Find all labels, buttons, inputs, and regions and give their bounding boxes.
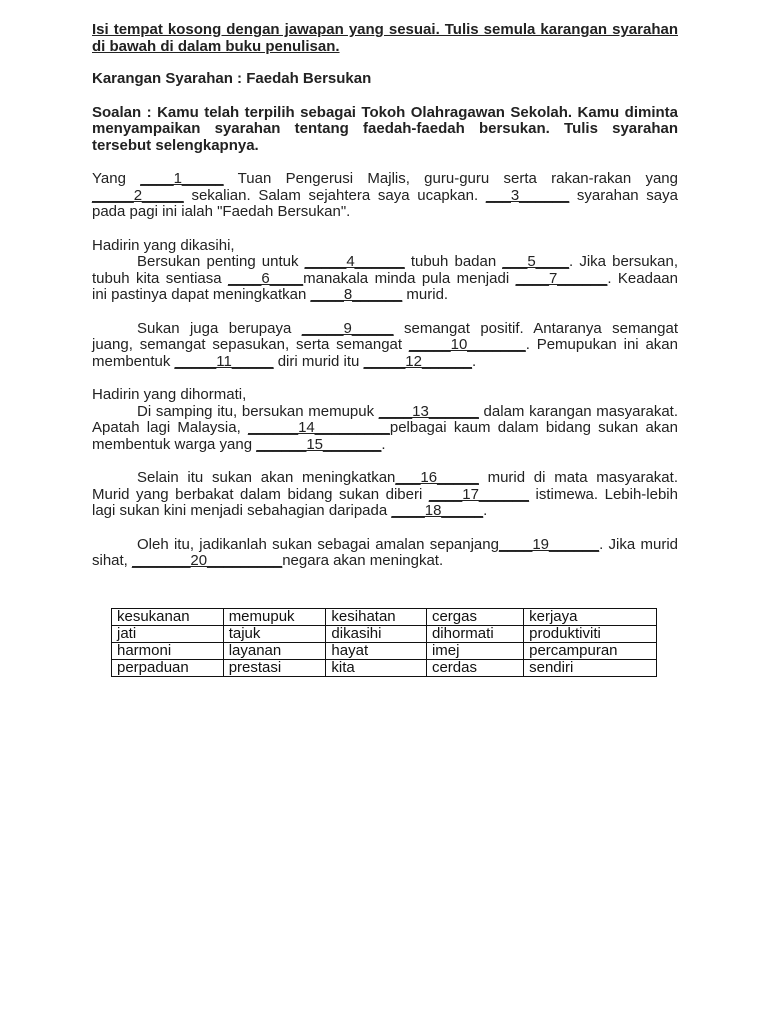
paragraph-opening xyxy=(92,171,678,221)
text-segment: sekalian. Salam sejahtera saya ucapkan. xyxy=(183,186,486,204)
text-segment: Tuan Pengerusi Majlis, guru-guru serta rakan-rakan yang xyxy=(223,170,678,187)
blank-16: ___16_____ xyxy=(395,469,479,486)
greeting-dikasihi: Hadirin yang dikasihi, xyxy=(92,236,235,254)
text-segment: murid di mata masyarakat. Murid yang berbakat dalam bidang sukan diberi xyxy=(92,469,678,503)
paragraph-unity xyxy=(92,404,678,454)
table-row xyxy=(112,660,657,677)
blank-4: _____4______ xyxy=(304,253,405,270)
text-segment: Di samping itu, bersukan memupuk xyxy=(137,402,379,420)
word-cell: sendiri xyxy=(524,660,657,677)
word-bank-table xyxy=(111,608,657,677)
blank-7: ____7______ xyxy=(515,269,608,287)
blank-10: _____10_______ xyxy=(408,336,526,353)
blank-3: ___3______ xyxy=(485,186,570,204)
word-cell: imej xyxy=(426,643,523,660)
paragraph-closing xyxy=(92,537,678,570)
text-segment: dalam karangan masyarakat. Apatah lagi Malaysia, xyxy=(92,402,678,436)
blank-12: _____12______ xyxy=(363,352,473,370)
text-segment: syarahan saya pada pagi ini ialah "Faedah Bersukan". xyxy=(92,186,678,220)
word-cell: kesukanan xyxy=(112,609,224,626)
word-cell: kesihatan xyxy=(326,609,427,626)
word-cell: dihormati xyxy=(426,626,523,643)
blank-13: ____13______ xyxy=(378,402,479,420)
text-segment: . Keadaan ini pastinya dapat meningkatkan xyxy=(92,269,678,303)
blank-1: ____1_____ xyxy=(140,170,224,187)
essay-title: Karangan Syarahan : Faedah Bersukan xyxy=(92,70,372,87)
word-cell: perpaduan xyxy=(112,660,224,677)
text-segment: tubuh badan xyxy=(404,253,503,270)
blank-17: ____17______ xyxy=(428,485,529,503)
word-cell: tajuk xyxy=(223,626,326,643)
text-segment: pelbagai kaum dalam bidang sukan akan membentuk warga yang xyxy=(92,419,678,453)
question-text: Soalan : Kamu telah terpilih sebagai Tokoh Olahragawan Sekolah. Kamu diminta menyampaikan syarahan tentang faedah-faedah bersukan. Tulis syarahan tersebut selengkapnya. xyxy=(92,103,678,154)
word-cell: hayat xyxy=(326,643,427,660)
word-cell: memupuk xyxy=(223,609,326,626)
word-cell: prestasi xyxy=(223,660,326,677)
text-segment: . Pemupukan ini akan membentuk xyxy=(92,336,678,370)
blank-5: ___5____ xyxy=(502,253,570,270)
word-cell: percampuran xyxy=(524,643,657,660)
word-cell: cerdas xyxy=(426,660,523,677)
paragraph-health xyxy=(92,254,678,304)
text-segment: Bersukan penting untuk xyxy=(137,253,305,270)
paragraph-image xyxy=(92,470,678,520)
word-cell: layanan xyxy=(223,643,326,660)
text-segment: . xyxy=(381,435,386,453)
blank-15: ______15_______ xyxy=(256,435,382,453)
blank-19: ____19______ xyxy=(498,535,600,553)
greeting-dihormati: Hadirin yang dihormati, xyxy=(92,386,247,403)
blank-20: _______20_________ xyxy=(132,552,283,569)
text-segment: semangat positif. Antaranya semangat juang, semangat sepasukan, serta semangat xyxy=(92,319,678,353)
paragraph-spirit xyxy=(92,321,678,371)
blank-14: ______14_________ xyxy=(248,419,390,436)
blank-6: ____6____ xyxy=(228,269,304,287)
blank-9: _____9_____ xyxy=(301,319,394,337)
blank-11: _____11_____ xyxy=(174,352,274,370)
text-segment: Sukan juga berupaya xyxy=(137,319,302,337)
text-segment: negara akan meningkat. xyxy=(282,552,444,569)
text-segment: . xyxy=(472,352,477,370)
blank-2: _____2_____ xyxy=(92,186,184,204)
table-row xyxy=(112,643,657,660)
text-segment: Selain itu sukan akan meningkatkan xyxy=(137,469,396,486)
worksheet xyxy=(92,22,678,570)
word-cell: jati xyxy=(112,626,224,643)
text-segment: istimewa. Lebih-lebih lagi sukan kini menjadi sebahagian daripada xyxy=(92,485,678,519)
text-segment: murid. xyxy=(402,286,449,303)
word-cell: cergas xyxy=(426,609,523,626)
text-segment: Oleh itu, jadikanlah sukan sebagai amalan sepanjang xyxy=(137,535,499,553)
word-cell: kita xyxy=(326,660,427,677)
word-cell: dikasihi xyxy=(326,626,427,643)
word-cell: harmoni xyxy=(112,643,224,660)
text-segment: . xyxy=(483,502,488,519)
blank-8: ____8______ xyxy=(310,286,403,303)
word-cell: produktiviti xyxy=(524,626,657,643)
table-row xyxy=(112,609,657,626)
instruction-text: Isi tempat kosong dengan jawapan yang sesuai. Tulis semula karangan syarahan di bawah di dalam buku penulisan. xyxy=(92,21,678,55)
text-segment: diri murid itu xyxy=(273,352,364,370)
word-cell: kerjaya xyxy=(524,609,657,626)
text-segment: . Jika bersukan, tubuh kita sentiasa xyxy=(92,253,678,287)
text-segment: manakala minda pula menjadi xyxy=(303,269,516,287)
text-segment: . Jika murid sihat, xyxy=(92,535,679,569)
blank-18: ____18_____ xyxy=(391,502,484,519)
text-segment: Yang xyxy=(92,170,141,187)
table-row xyxy=(112,626,657,643)
